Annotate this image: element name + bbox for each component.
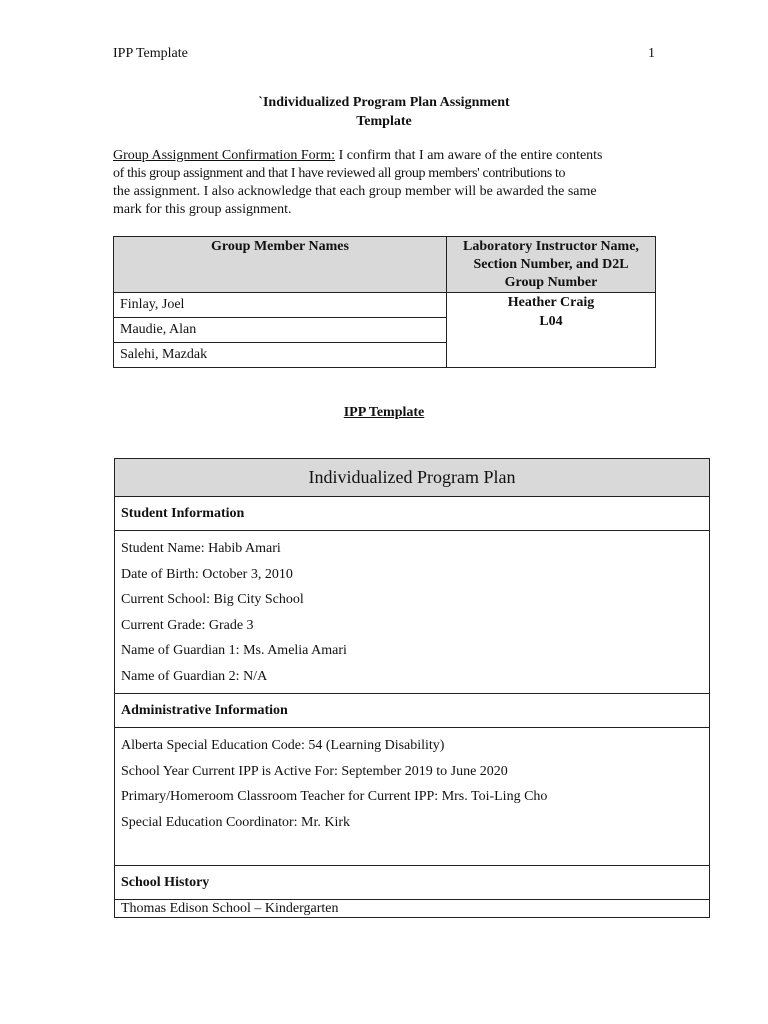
- group-table-header-row: [114, 237, 656, 293]
- confirmation-paragraph: [113, 147, 658, 219]
- document-title: [113, 93, 655, 131]
- page-number: 1: [648, 46, 655, 61]
- homeroom-teacher: Primary/Homeroom Classroom Teacher for Current IPP: Mrs. Toi-Ling Cho: [121, 789, 548, 804]
- current-school: Current School: Big City School: [121, 592, 304, 607]
- member-name: Salehi, Mazdak: [114, 343, 447, 368]
- current-grade: Current Grade: Grade 3: [121, 617, 254, 633]
- ipp-title-row: [115, 459, 710, 497]
- table-row: [114, 293, 656, 318]
- instructor-name: Heather Craig: [507, 295, 595, 310]
- guardian-2: Name of Guardian 2: N/A: [121, 668, 268, 684]
- guardian-1: Name of Guardian 1: Ms. Amelia Amari: [121, 643, 347, 658]
- section-row: [115, 866, 710, 900]
- confirmation-text-4: mark for this group assignment.: [113, 202, 292, 217]
- admin-info-row: [115, 728, 710, 866]
- student-name: Student Name: Habib Amari: [121, 541, 281, 556]
- student-info-block: [115, 531, 710, 694]
- ipp-template-heading: IPP Template: [343, 405, 425, 420]
- school-year: School Year Current IPP is Active For: September 2019 to June 2020: [121, 763, 508, 779]
- admin-info-block: [115, 728, 710, 866]
- title-line-1: `Individualized Program Plan Assignment: [258, 95, 510, 110]
- running-head: IPP Template: [113, 46, 188, 61]
- member-name: Maudie, Alan: [114, 318, 447, 343]
- section-row: [115, 497, 710, 531]
- school-history-heading: School History: [115, 866, 710, 900]
- school-history-entry: Thomas Edison School – Kindergarten: [115, 900, 710, 918]
- ipp-table: [114, 458, 710, 918]
- instructor-header: Laboratory Instructor Name, Section Number, and D2L Group Number: [447, 237, 656, 293]
- ipp-title: Individualized Program Plan: [115, 459, 710, 497]
- confirmation-text-3: the assignment. I also acknowledge that each group member will be awarded the same: [113, 184, 597, 199]
- admin-info-heading: Administrative Information: [115, 694, 710, 728]
- section-row: [115, 694, 710, 728]
- group-members-table: [113, 236, 656, 368]
- title-line-2: Template: [356, 114, 412, 129]
- student-info-row: [115, 531, 710, 694]
- special-ed-code: Alberta Special Education Code: 54 (Learning Disability): [121, 738, 445, 753]
- instructor-cell: [447, 293, 656, 368]
- special-ed-coordinator: Special Education Coordinator: Mr. Kirk: [121, 814, 351, 830]
- confirmation-label: Group Assignment Confirmation Form:: [113, 148, 336, 163]
- group-members-header: Group Member Names: [114, 237, 447, 293]
- table-row: [115, 900, 710, 918]
- confirmation-text-1: I confirm that I am aware of the entire contents: [335, 148, 603, 163]
- member-name: Finlay, Joel: [114, 293, 447, 318]
- confirmation-text-2: of this group assignment and that I have reviewed all group members' contributions to: [113, 166, 566, 181]
- date-of-birth: Date of Birth: October 3, 2010: [121, 566, 293, 582]
- student-info-heading: Student Information: [115, 497, 710, 531]
- section-number: L04: [539, 314, 563, 329]
